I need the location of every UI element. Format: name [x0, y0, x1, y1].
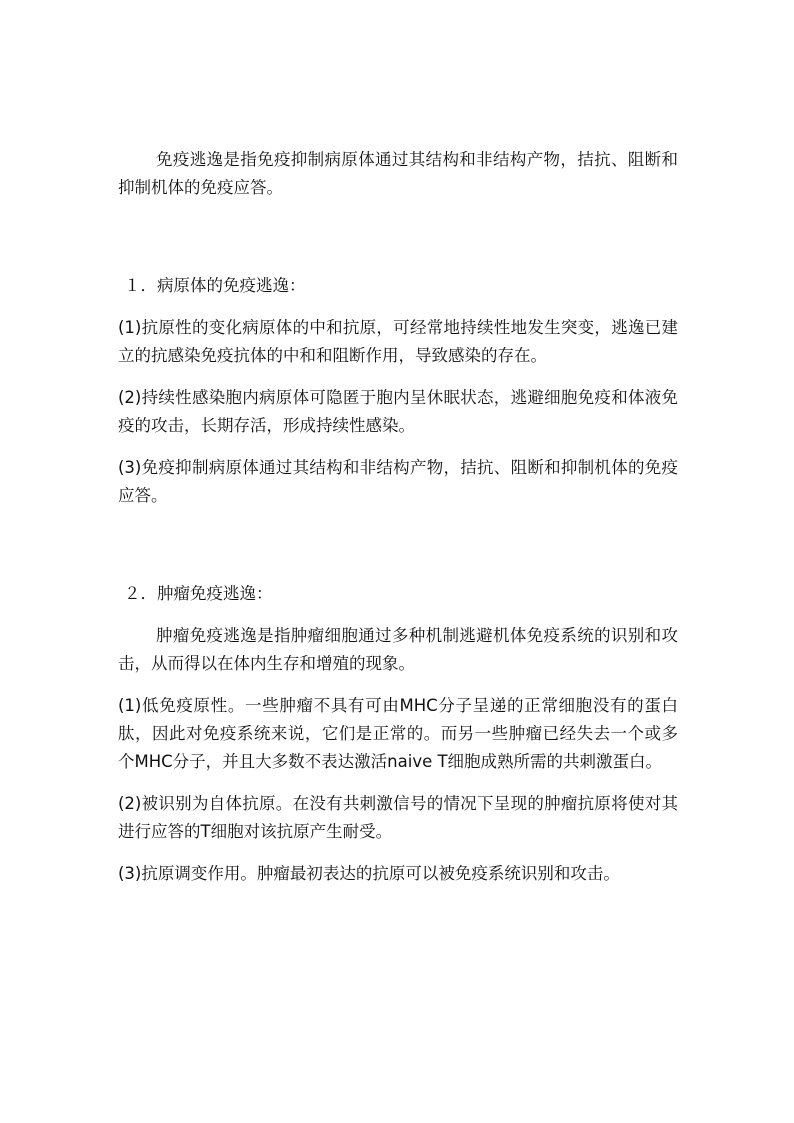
pathogen-item-2: (2)持续性感染胞内病原体可隐匿于胞内呈休眠状态，逃避细胞免疫和体液免疫的攻击，长期存活，形成持续性感染。 — [118, 388, 678, 435]
document-content — [118, 146, 678, 902]
section-gap — [118, 524, 678, 580]
pathogen-item-3: (3)免疫抑制病原体通过其结构和非结构产物，拮抗、阻断和抑制机体的免疫应答。 — [118, 458, 678, 505]
tumor-item-2: (2)被识别为自体抗原。在没有共刺激信号的情况下呈现的肿瘤抗原将使对其进行应答的T细胞对该抗原产生耐受。 — [118, 794, 678, 841]
pathogen-item-1: (1)抗原性的变化病原体的中和抗原，可经常地持续性地发生突变，逃逸已建立的抗感染免疫抗体的中和和阻断作用，导致感染的存在。 — [118, 318, 678, 365]
section-title-pathogen: １．病原体的免疫逃逸： — [124, 276, 306, 295]
section-gap — [118, 216, 678, 272]
tumor-item-3: (3)抗原调变作用。肿瘤最初表达的抗原可以被免疫系统识别和攻击。 — [118, 864, 620, 883]
section-title-tumor: ２．肿瘤免疫逃逸： — [124, 584, 273, 603]
tumor-lead-paragraph: 肿瘤免疫逃逸是指肿瘤细胞通过多种机制逃避机体免疫系统的识别和攻击，从而得以在体内生存和增殖的现象。 — [118, 626, 678, 673]
tumor-item-1: (1)低免疫原性。一些肿瘤不具有可由MHC分子呈递的正常细胞没有的蛋白肽，因此对免疫系统来说，它们是正常的。而另一些肿瘤已经失去一个或多个MHC分子，并且大多数不表达激活naive T细胞成熟所需的共刺激蛋白。 — [118, 696, 678, 771]
intro-paragraph: 免疫逃逸是指免疫抑制病原体通过其结构和非结构产物，拮抗、阻断和抑制机体的免疫应答。 — [118, 150, 678, 197]
